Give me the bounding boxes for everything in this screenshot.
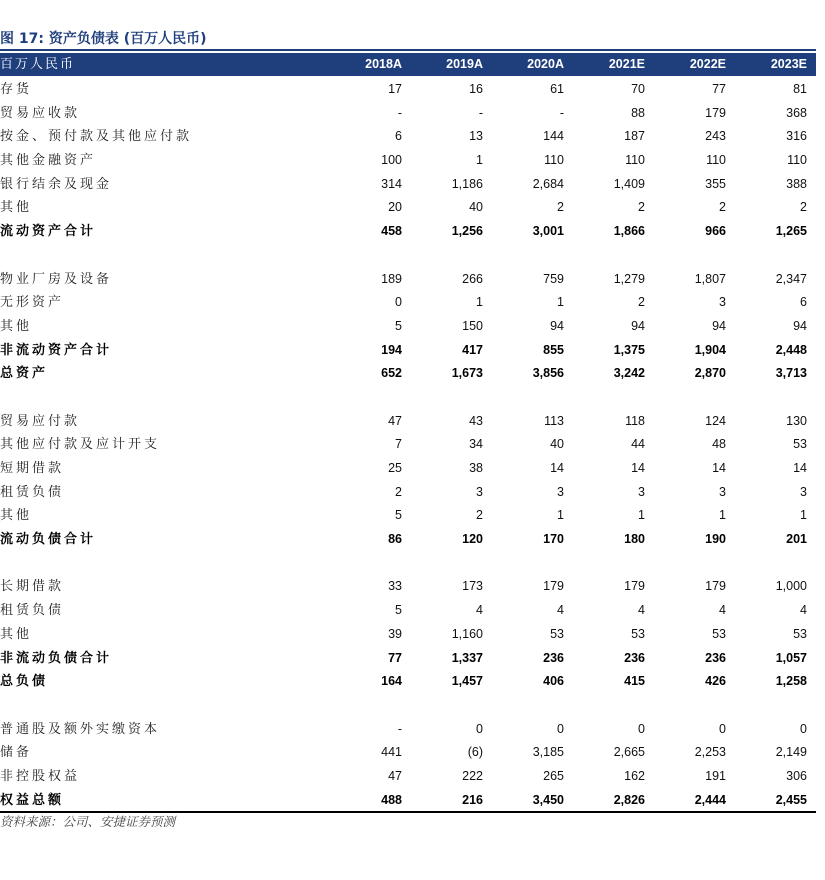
row-label: 贸易应收款 xyxy=(0,105,81,121)
cell-value: 43 xyxy=(469,413,483,428)
row-label: 其他 xyxy=(0,508,33,524)
table-row xyxy=(0,718,816,742)
cell-value: 2,448 xyxy=(775,342,807,357)
cell-value: 6 xyxy=(800,295,807,310)
cell-value: 1,409 xyxy=(613,176,645,191)
row-label: 其他 xyxy=(0,626,33,642)
cell-value: 170 xyxy=(543,532,564,547)
cell-value: 130 xyxy=(786,413,807,428)
cell-value: 3,242 xyxy=(613,366,645,381)
cell-value: 0 xyxy=(719,721,726,736)
cell-value: 7 xyxy=(395,437,402,452)
cell-value: 77 xyxy=(388,650,402,665)
cell-value: 3,001 xyxy=(532,224,564,239)
cell-value: 180 xyxy=(624,532,645,547)
cell-value: 190 xyxy=(705,532,726,547)
cell-value: 13 xyxy=(469,129,483,144)
cell-value: 2 xyxy=(476,508,483,523)
row-label: 贸易应付款 xyxy=(0,413,81,429)
cell-value: 4 xyxy=(719,603,726,618)
cell-value: 14 xyxy=(550,461,564,475)
cell-value: (6) xyxy=(467,745,483,760)
cell-value: 236 xyxy=(543,650,564,665)
cell-value: 53 xyxy=(712,626,726,641)
cell-value: 17 xyxy=(388,82,402,96)
cell-value: 3 xyxy=(719,484,726,499)
cell-value: 216 xyxy=(462,792,483,807)
cell-value: 81 xyxy=(793,82,807,96)
cell-value: 86 xyxy=(388,532,402,547)
cell-value: 94 xyxy=(712,318,726,333)
cell-value: 70 xyxy=(631,82,645,96)
cell-value: 179 xyxy=(543,579,564,594)
row-label: 无形资产 xyxy=(0,295,65,311)
cell-value: 14 xyxy=(712,461,726,475)
cell-value: 179 xyxy=(705,579,726,594)
row-label: 其他应付款及应计开支 xyxy=(0,437,161,453)
row-label: 物业厂房及设备 xyxy=(0,271,113,287)
cell-value: 53 xyxy=(793,626,807,641)
cell-value: 1 xyxy=(476,295,483,310)
table-row xyxy=(0,433,816,457)
row-label: 流动负债合计 xyxy=(0,532,97,548)
cell-value: 236 xyxy=(705,650,726,665)
year-header: 2019A xyxy=(446,57,483,71)
cell-value: 3,450 xyxy=(532,792,564,807)
cell-value: 1,337 xyxy=(451,650,483,665)
cell-value: 4 xyxy=(800,603,807,618)
cell-value: 441 xyxy=(381,745,402,760)
title-divider xyxy=(0,49,816,51)
cell-value: 2,347 xyxy=(775,271,807,286)
cell-value: 0 xyxy=(557,721,564,736)
row-label: 长期借款 xyxy=(0,579,65,595)
table-row xyxy=(0,765,816,789)
cell-value: 179 xyxy=(624,579,645,594)
table-row xyxy=(0,741,816,765)
cell-value: 1,186 xyxy=(451,176,483,191)
cell-value: 243 xyxy=(705,129,726,144)
cell-value: 2,870 xyxy=(694,366,726,381)
cell-value: 314 xyxy=(381,176,402,191)
cell-value: 2,665 xyxy=(613,745,645,760)
cell-value: 53 xyxy=(550,626,564,641)
table-row xyxy=(0,102,816,126)
cell-value: 2,455 xyxy=(775,792,807,807)
cell-value: 34 xyxy=(469,437,483,452)
spacer-row xyxy=(0,244,816,268)
cell-value: 652 xyxy=(381,366,402,381)
cell-value: 368 xyxy=(786,105,807,120)
cell-value: 53 xyxy=(793,437,807,452)
row-label: 存货 xyxy=(0,82,33,97)
cell-value: 120 xyxy=(462,532,483,547)
year-header: 2018A xyxy=(365,57,402,71)
cell-value: 1,258 xyxy=(775,674,807,689)
table-row xyxy=(0,291,816,315)
cell-value: 3 xyxy=(638,484,645,499)
cell-value: 5 xyxy=(395,318,402,333)
cell-value: 855 xyxy=(543,342,564,357)
cell-value: 201 xyxy=(786,532,807,547)
cell-value: 164 xyxy=(381,674,402,689)
table-row xyxy=(0,196,816,220)
cell-value: 40 xyxy=(550,437,564,452)
row-label: 权益总额 xyxy=(0,792,65,808)
table-row xyxy=(0,504,816,528)
cell-value: 306 xyxy=(786,768,807,783)
cell-value: 1,457 xyxy=(451,674,483,689)
cell-value: 1,866 xyxy=(613,224,645,239)
cell-value: 0 xyxy=(638,721,645,736)
row-label: 按金、预付款及其他应付款 xyxy=(0,129,193,145)
cell-value: 61 xyxy=(550,82,564,96)
cell-value: 173 xyxy=(462,579,483,594)
cell-value: - xyxy=(559,105,564,120)
cell-value: 0 xyxy=(476,721,483,736)
cell-value: 1 xyxy=(476,153,483,168)
source-note: 资料来源：公司、安捷证券预测 xyxy=(0,814,176,829)
cell-value: 47 xyxy=(388,413,402,428)
cell-value: 966 xyxy=(705,224,726,239)
cell-value: 179 xyxy=(705,105,726,120)
cell-value: 0 xyxy=(395,295,402,310)
cell-value: 1 xyxy=(719,508,726,523)
cell-value: 388 xyxy=(786,176,807,191)
row-label: 租赁负债 xyxy=(0,603,65,619)
cell-value: 25 xyxy=(388,461,402,475)
year-header: 2023E xyxy=(770,57,807,71)
cell-value: 150 xyxy=(462,318,483,333)
cell-value: 94 xyxy=(631,318,645,333)
cell-value: 110 xyxy=(625,153,645,168)
row-label: 总资产 xyxy=(0,366,49,382)
cell-value: 162 xyxy=(624,768,645,783)
cell-value: 2 xyxy=(638,295,645,310)
row-label: 流动资产合计 xyxy=(0,224,97,240)
cell-value: 1,375 xyxy=(613,342,645,357)
cell-value: 3 xyxy=(719,295,726,310)
cell-value: 20 xyxy=(388,200,402,215)
cell-value: - xyxy=(397,105,402,120)
cell-value: 1,265 xyxy=(775,224,807,239)
cell-value: 88 xyxy=(631,105,645,120)
cell-value: 39 xyxy=(388,626,402,641)
table-row xyxy=(0,457,816,481)
cell-value: 4 xyxy=(557,603,564,618)
cell-value: 222 xyxy=(462,768,483,783)
cell-value: 4 xyxy=(476,603,483,618)
cell-value: 38 xyxy=(469,461,483,475)
cell-value: 1,160 xyxy=(451,626,483,641)
table-row xyxy=(0,339,816,363)
cell-value: 1,279 xyxy=(613,271,645,286)
cell-value: 14 xyxy=(793,461,807,475)
cell-value: 100 xyxy=(381,153,402,168)
cell-value: 3,185 xyxy=(532,745,564,760)
cell-value: 2 xyxy=(638,200,645,215)
cell-value: 16 xyxy=(469,82,483,96)
cell-value: 189 xyxy=(381,271,402,286)
cell-value: 3,713 xyxy=(775,366,807,381)
cell-value: 1,673 xyxy=(451,366,483,381)
cell-value: 5 xyxy=(395,603,402,618)
cell-value: 124 xyxy=(705,413,726,428)
cell-value: 1,256 xyxy=(451,224,483,239)
cell-value: 1 xyxy=(638,508,645,523)
cell-value: 488 xyxy=(381,792,402,807)
row-label: 总负债 xyxy=(0,674,49,690)
cell-value: 759 xyxy=(543,271,564,286)
table-row xyxy=(0,647,816,671)
cell-value: 44 xyxy=(631,437,645,452)
table-row xyxy=(0,481,816,505)
cell-value: 458 xyxy=(381,224,402,239)
cell-value: 4 xyxy=(638,603,645,618)
year-header: 2021E xyxy=(608,57,645,71)
spacer-row xyxy=(0,552,816,576)
cell-value: 415 xyxy=(624,674,645,689)
row-label: 其他金融资产 xyxy=(0,153,97,169)
table-row xyxy=(0,315,816,339)
cell-value: 1 xyxy=(557,508,564,523)
cell-value: 14 xyxy=(631,461,645,475)
cell-value: 94 xyxy=(550,318,564,333)
row-label: 短期借款 xyxy=(0,461,65,476)
cell-value: 2,253 xyxy=(694,745,726,760)
cell-value: 40 xyxy=(469,200,483,215)
table-row xyxy=(0,78,816,102)
cell-value: 406 xyxy=(543,674,564,689)
cell-value: - xyxy=(397,721,402,736)
cell-value: 2 xyxy=(800,200,807,215)
cell-value: 6 xyxy=(395,129,402,144)
cell-value: 47 xyxy=(388,768,402,783)
cell-value: 1,057 xyxy=(775,650,807,665)
cell-value: 3 xyxy=(476,484,483,499)
cell-value: 1 xyxy=(557,295,564,310)
cell-value: 1,904 xyxy=(694,342,726,357)
row-label: 非流动资产合计 xyxy=(0,342,113,358)
cell-value: 2,149 xyxy=(775,745,807,760)
spacer-row xyxy=(0,386,816,410)
table-row xyxy=(0,362,816,386)
cell-value: 1 xyxy=(800,508,807,523)
cell-value: 2,444 xyxy=(694,792,726,807)
cell-value: - xyxy=(478,105,483,120)
cell-value: 118 xyxy=(625,413,645,428)
spacer-row xyxy=(0,694,816,718)
table-row xyxy=(0,125,816,149)
cell-value: 187 xyxy=(624,129,645,144)
row-label: 非流动负债合计 xyxy=(0,650,113,666)
table-row xyxy=(0,173,816,197)
table-row xyxy=(0,623,816,647)
cell-value: 236 xyxy=(624,650,645,665)
cell-value: 53 xyxy=(631,626,645,641)
table-body xyxy=(0,78,816,812)
cell-value: 316 xyxy=(786,129,807,144)
table-row xyxy=(0,528,816,552)
cell-value: 266 xyxy=(462,271,483,286)
cell-value: 417 xyxy=(462,342,483,357)
cell-value: 110 xyxy=(787,153,807,168)
row-label: 其他 xyxy=(0,318,33,334)
cell-value: 426 xyxy=(705,674,726,689)
cell-value: 94 xyxy=(793,318,807,333)
cell-value: 194 xyxy=(381,342,402,357)
year-header: 2022E xyxy=(689,57,726,71)
table-row xyxy=(0,410,816,434)
table-title: 图 17: 资产负债表 (百万人民币) xyxy=(0,31,207,47)
table-header xyxy=(0,53,816,76)
unit-label: 百万人民币 xyxy=(0,57,76,72)
cell-value: 2 xyxy=(719,200,726,215)
cell-value: 110 xyxy=(544,153,564,168)
table-row xyxy=(0,149,816,173)
cell-value: 77 xyxy=(712,82,726,96)
cell-value: 3 xyxy=(557,484,564,499)
cell-value: 2,826 xyxy=(613,792,645,807)
cell-value: 144 xyxy=(543,129,564,144)
cell-value: 191 xyxy=(705,768,726,783)
row-label: 其他 xyxy=(0,200,33,216)
cell-value: 33 xyxy=(388,579,402,594)
cell-value: 2,684 xyxy=(532,176,564,191)
row-label: 储备 xyxy=(0,745,33,761)
row-label: 租赁负债 xyxy=(0,484,65,500)
cell-value: 3,856 xyxy=(532,366,564,381)
table-row xyxy=(0,599,816,623)
table-row xyxy=(0,268,816,292)
cell-value: 3 xyxy=(800,484,807,499)
cell-value: 113 xyxy=(544,413,564,428)
cell-value: 110 xyxy=(706,153,726,168)
cell-value: 1,807 xyxy=(694,271,726,286)
cell-value: 2 xyxy=(395,484,402,499)
table-row xyxy=(0,575,816,599)
cell-value: 2 xyxy=(557,200,564,215)
year-header: 2020A xyxy=(527,57,564,71)
cell-value: 1,000 xyxy=(775,579,807,594)
table-row xyxy=(0,670,816,694)
cell-value: 265 xyxy=(543,768,564,783)
row-label: 银行结余及现金 xyxy=(0,176,113,192)
table-row xyxy=(0,789,816,813)
table-row xyxy=(0,220,816,244)
cell-value: 355 xyxy=(705,176,726,191)
cell-value: 5 xyxy=(395,508,402,523)
cell-value: 0 xyxy=(800,721,807,736)
row-label: 非控股权益 xyxy=(0,768,81,784)
cell-value: 48 xyxy=(712,437,726,452)
row-label: 普通股及额外实缴资本 xyxy=(0,721,161,737)
